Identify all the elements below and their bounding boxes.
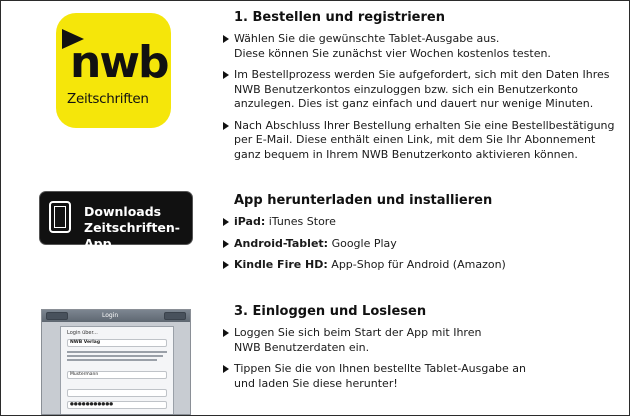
login-screenshot-password-field: ●●●●●●●●●●● — [67, 401, 167, 409]
login-screenshot-blank-field — [67, 389, 167, 397]
bullet-item — [221, 326, 626, 355]
bullet-text-line: Loggen Sie sich beim Start der App mit Ihren — [234, 326, 482, 339]
bullet-text-line: Tippen Sie die von Ihnen bestellte Tablet-Ausgabe an — [234, 362, 527, 375]
platform-label: iPad: — [234, 215, 266, 228]
arrow-right-icon — [223, 35, 229, 43]
login-screenshot-title: Login — [102, 312, 119, 319]
login-screenshot-panel — [60, 326, 174, 415]
bullet-item — [221, 32, 626, 61]
login-screenshot-username-field: Mustermann — [67, 371, 167, 379]
arrow-right-icon — [223, 218, 229, 226]
bullet-text-line: Im Bestellprozess werden Sie aufgefordert, sich mit den Daten Ihres — [234, 68, 610, 81]
nwb-subline: Zeitschriften — [67, 91, 149, 107]
bullet-item — [221, 258, 626, 273]
bullet-text-line: und laden Sie diese herunter! — [234, 376, 398, 390]
login-screenshot-back-button — [46, 312, 68, 320]
section-login-read — [221, 304, 626, 398]
login-screenshot-action-button — [164, 312, 186, 320]
tablet-icon — [49, 201, 71, 233]
bullet-text-line: Nach Abschluss Ihrer Bestellung erhalten Sie eine Bestellbestätigung — [234, 118, 615, 132]
store-name: App-Shop für Android (Amazon) — [327, 258, 506, 271]
download-badge-line2: Zeitschriften-App — [84, 220, 180, 251]
section-title: 1. Bestellen und registrieren — [234, 10, 445, 25]
image-column — [1, 1, 211, 415]
login-screenshot-navbar — [42, 310, 190, 322]
section-title: App herunterladen und installieren — [234, 193, 493, 208]
download-app-button[interactable] — [39, 191, 193, 251]
bullet-item — [221, 215, 626, 230]
login-screenshot-provider-row: NWB Verlag — [67, 339, 167, 347]
login-screenshot-text-line — [67, 355, 163, 357]
section-title: 3. Einloggen und Loslesen — [234, 304, 427, 319]
download-badge-label — [84, 204, 192, 252]
login-screenshot — [41, 309, 191, 415]
bullet-text-line: Wählen Sie die gewünschte Tablet-Ausgabe aus. — [234, 32, 500, 45]
login-screenshot-text-line — [67, 359, 157, 361]
arrow-right-icon — [223, 240, 229, 248]
text-column — [221, 1, 626, 415]
bullet-text-line: NWB Benutzerdaten ein. — [234, 340, 370, 354]
bullet-item — [221, 237, 626, 252]
bullet-text-line: Diese können Sie zunächst vier Wochen kostenlos testen. — [234, 46, 551, 60]
download-badge-line1: Downloads — [84, 204, 162, 219]
bullet-text-line: anzulegen. Dies ist ganz einfach und dauert nur wenige Minuten. — [234, 97, 594, 110]
store-name: Google Play — [328, 236, 397, 250]
platform-label: Android-Tablet: — [234, 236, 329, 250]
platform-label: Kindle Fire HD: — [234, 258, 328, 271]
nwb-wordmark: nwb — [70, 37, 168, 88]
arrow-right-icon — [223, 71, 229, 79]
arrow-right-icon — [223, 329, 229, 337]
nwb-app-icon — [56, 13, 171, 128]
login-screenshot-text-line — [67, 351, 167, 353]
login-screenshot-heading: Login über... — [67, 330, 98, 336]
bullet-text-line: ganz bequem in Ihrem NWB Benutzerkonto aktivieren können. — [234, 147, 578, 161]
arrow-right-icon — [223, 261, 229, 269]
bullet-text-line: NWB Benutzerkontos einzuloggen bzw. sich ein Benutzerkonto — [234, 82, 578, 96]
section-order-register — [221, 10, 626, 169]
arrow-right-icon — [223, 365, 229, 373]
bullet-item — [221, 362, 626, 391]
bullet-list — [221, 215, 626, 273]
arrow-right-icon — [223, 122, 229, 130]
store-name: iTunes Store — [265, 215, 336, 228]
bullet-list — [221, 32, 626, 162]
bullet-list — [221, 326, 626, 391]
bullet-text-line: per E-Mail. Diese enthält einen Link, mit dem Sie Ihr Abonnement — [234, 133, 596, 146]
bullet-item — [221, 119, 626, 163]
section-download-install — [221, 193, 626, 280]
bullet-item — [221, 68, 626, 112]
